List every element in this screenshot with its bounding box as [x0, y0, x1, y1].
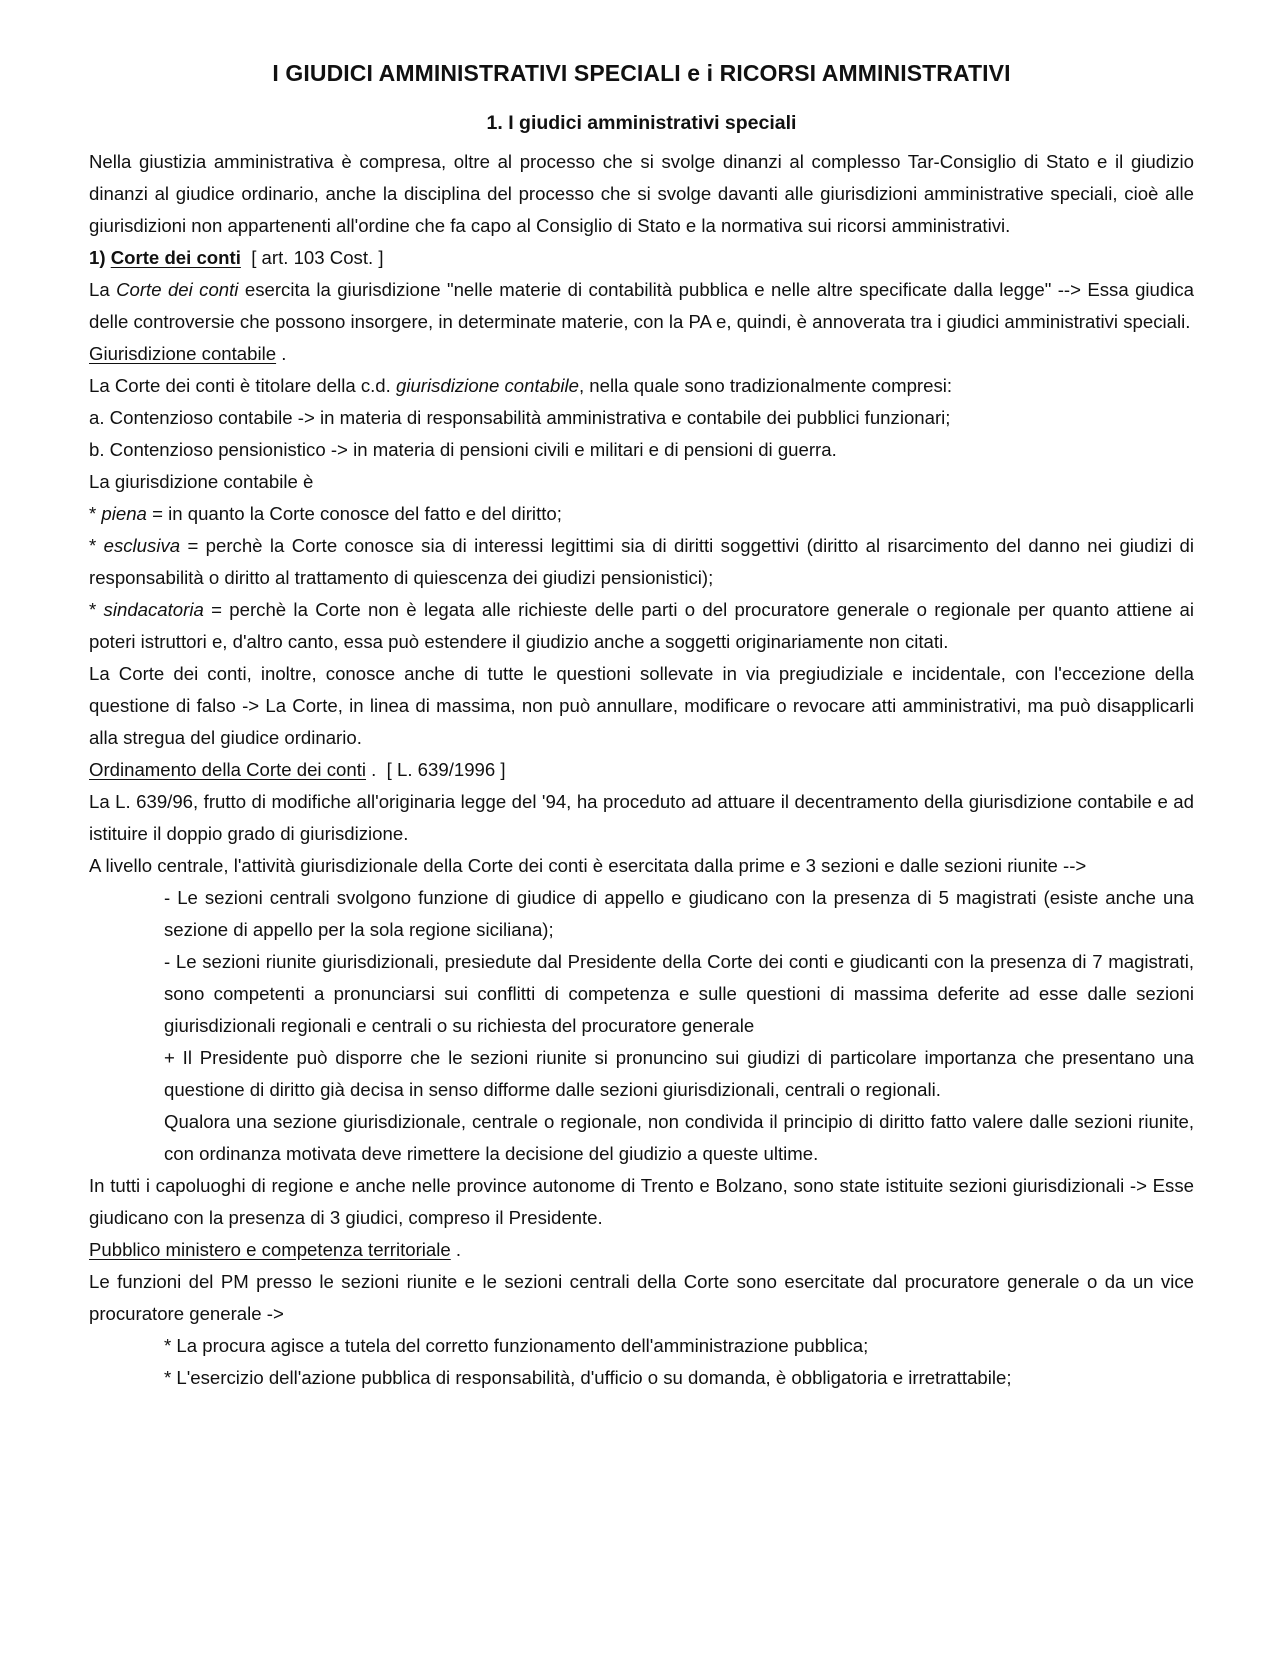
- italic-term: Corte dei conti: [116, 279, 239, 300]
- pm-paragraph: Le funzioni del PM presso le sezioni riunite e le sezioni centrali della Corte sono esercitate dal procuratore generale o da un vice procuratore generale ->: [89, 1271, 1194, 1324]
- feature-piena: [89, 498, 1194, 530]
- contabile-paragraph-2: La Corte dei conti, inoltre, conosce anche di tutte le questioni sollevate in via pregiudiziale e incidentale, con l'eccezione della questione di falso -> La Corte, in linea di massima, non può annullare, modificare o revocare atti amministrativi, ma può disapplicarli alla stregua del giudice ordinario.: [89, 663, 1194, 748]
- ordinamento-bullet-4: Qualora una sezione giurisdizionale, centrale o regionale, non condivida il principio di diritto fatto valere dalle sezioni riunite, con ordinanza motivata deve rimettere la decisione del giudizio a queste ultime.: [164, 1111, 1194, 1164]
- pm-heading: [89, 1234, 1194, 1266]
- contabile-paragraph: [89, 370, 1194, 402]
- pm-bullet-2: * L'esercizio dell'azione pubblica di responsabilità, d'ufficio o su domanda, è obbligatoria e irretrattabile;: [164, 1367, 1012, 1388]
- list-item-a: a. Contenzioso contabile -> in materia di responsabilità amministrativa e contabile dei pubblici funzionari;: [89, 407, 951, 428]
- bullet-star: *: [89, 535, 104, 556]
- italic-term: sindacatoria: [103, 599, 204, 620]
- ordinamento-bullet-2: - Le sezioni riunite giurisdizionali, presiedute dal Presidente della Corte dei conti e giudicanti con la presenza di 7 magistrati, sono competenti a pronunciarsi sui conflitti di competenza e sulle questioni di massima deferite ad esse dalle sezioni giurisdizionali regionali e centrali o su richiesta del procuratore generale: [164, 951, 1194, 1036]
- heading-text: Ordinamento della Corte dei conti: [89, 759, 366, 780]
- bullet-star: *: [89, 599, 104, 620]
- ordinamento-heading: [89, 754, 1194, 786]
- document-body: [89, 146, 1194, 1394]
- italic-term: esclusiva: [103, 535, 181, 556]
- bullet-star: *: [89, 503, 102, 524]
- text-run: , nella quale sono tradizionalmente compresi:: [578, 375, 953, 396]
- giurisdizione-contabile-heading: [89, 338, 1194, 370]
- text-run: La Corte dei conti è titolare della c.d.: [89, 375, 396, 396]
- pm-bullet-1: * La procura agisce a tutela del corretto funzionamento dell'amministrazione pubblica;: [164, 1335, 869, 1356]
- text-run: esercita la giurisdizione "nelle materie di contabilità pubblica e nelle altre specificate dalla legge" --> Essa giudica delle controversie che possono insorgere, in determinate materie, con la PA e, quindi, è annoverata tra i giudici amministrativi speciali.: [89, 279, 1194, 332]
- corte-conti-paragraph: [89, 274, 1194, 338]
- heading-suffix: .: [450, 1239, 462, 1260]
- corte-conti-heading: [89, 242, 1194, 274]
- heading-suffix: .: [276, 343, 287, 364]
- text-run: = perchè la Corte non è legata alle richieste delle parti o del procuratore generale o regionale per quanto attiene ai poteri istruttori e, d'altro canto, essa può estendere il giudizio anche a soggetti originariamente non citati.: [89, 599, 1194, 652]
- ordinamento-paragraph-1: La L. 639/96, frutto di modifiche all'originaria legge del '94, ha proceduto ad attuare il decentramento della giurisdizione contabile e ad istituire il doppio grado di giurisdizione.: [89, 791, 1194, 844]
- heading-suffix: . [ L. 639/1996 ]: [366, 759, 506, 780]
- ordinamento-paragraph-3: In tutti i capoluoghi di regione e anche nelle province autonome di Trento e Bolzano, sono state istituite sezioni giurisdizionali -> Esse giudicano con la presenza di 3 giudici, compreso il Presidente.: [89, 1175, 1194, 1228]
- ordinamento-bullet-3: + Il Presidente può disporre che le sezioni riunite si pronuncino sui giudizi di particolare importanza che presentano una questione di diritto già decisa in senso difforme dalle sezioni giurisdizionali, centrali o regionali.: [164, 1047, 1194, 1100]
- text-run: = perchè la Corte conosce sia di interessi legittimi sia di diritti soggettivi (diritto al risarcimento del danno nei giudizi di responsabilità o diritto al trattamento di quiescenza dei giudizi pensionistici);: [89, 535, 1194, 588]
- document-title: I GIUDICI AMMINISTRATIVI SPECIALI e i RICORSI AMMINISTRATIVI: [272, 60, 1011, 86]
- text-run: La: [89, 279, 117, 300]
- list-item-b: b. Contenzioso pensionistico -> in materia di pensioni civili e militari e di pensioni di guerra.: [89, 439, 837, 460]
- feature-sindacatoria: [89, 594, 1194, 658]
- heading-ref: [ art. 103 Cost. ]: [240, 247, 384, 268]
- feature-esclusiva: [89, 530, 1194, 594]
- heading-text: Pubblico ministero e competenza territoriale: [89, 1239, 451, 1260]
- text-run: = in quanto la Corte conosce del fatto e del diritto;: [146, 503, 562, 524]
- section-title: 1. I giudici amministrativi speciali: [486, 112, 797, 134]
- ordinamento-bullet-1: - Le sezioni centrali svolgono funzione di giudice di appello e giudicano con la presenza di 5 magistrati (esiste anche una sezione di appello per la sola regione siciliana);: [164, 887, 1194, 940]
- italic-term: piena: [101, 503, 147, 524]
- italic-term: giurisdizione contabile: [395, 375, 579, 396]
- ordinamento-paragraph-2: A livello centrale, l'attività giurisdizionale della Corte dei conti è esercitata dalla prime e 3 sezioni e dalle sezioni riunite -->: [89, 855, 1087, 876]
- heading-text: Corte dei conti: [110, 247, 241, 268]
- intro-paragraph: Nella giustizia amministrativa è compresa, oltre al processo che si svolge dinanzi al complesso Tar-Consiglio di Stato e il giudizio dinanzi al giudice ordinario, anche la disciplina del processo che si svolge davanti alle giurisdizioni amministrative speciali, cioè alle giurisdizioni non appartenenti all'ordine che fa capo al Consiglio di Stato e la normativa sui ricorsi amministrativi.: [89, 151, 1194, 236]
- heading-text: Giurisdizione contabile: [89, 343, 277, 364]
- contabile-lead: La giurisdizione contabile è: [89, 471, 314, 492]
- heading-number: 1): [89, 247, 106, 268]
